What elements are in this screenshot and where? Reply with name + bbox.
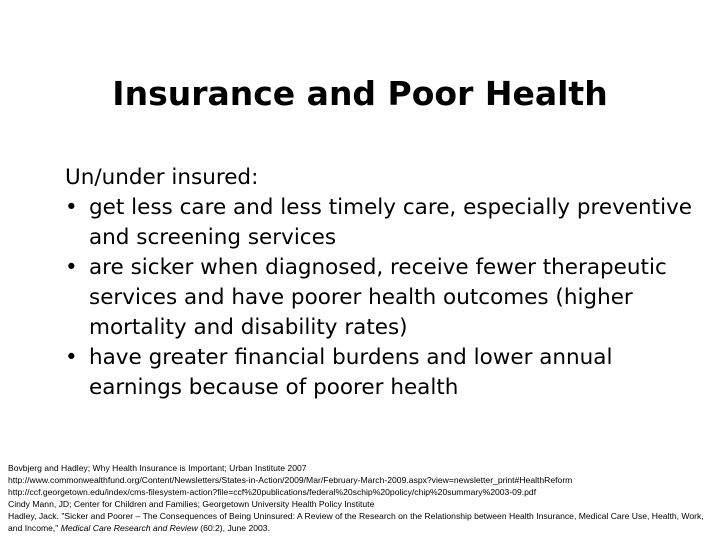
bullet-list (40, 193, 700, 403)
references (8, 462, 713, 534)
bullet-icon: • (65, 345, 78, 370)
bullet-text: get less care and less timely care, especially preventive and screening services (89, 195, 693, 250)
reference-text: Hadley, Jack. "Sicker and Poorer – The Consequences of Being Uninsured: A Review of the Research on the Relationship between Health Insurance, Medical Care Use, Health, Work, and Income," (8, 511, 704, 533)
bullet-item (65, 253, 700, 343)
reference-url[interactable]: http://ccf.georgetown.edu/index/cms-filesystem-action?file=ccf%20publications/federal%20schip%20policy/chip%20summary%2003-09.pdf (8, 487, 537, 497)
bullet-text: are sicker when diagnosed, receive fewer therapeutic services and have poorer health outcomes (higher mortality and disability rates) (89, 255, 667, 340)
reference-line (8, 510, 713, 534)
bullet-icon: • (65, 255, 78, 280)
reference-url[interactable]: http://www.commonwealthfund.org/Content/Newsletters/States-in-Action/2009/Mar/February-March-2009.aspx?view=newsletter_print#HealthReform (8, 475, 573, 485)
reference-journal: Medical Care Research and Review (60, 523, 198, 533)
reference-line: Cindy Mann, JD; Center for Children and Families; Georgetown University Health Policy Institute (8, 499, 375, 509)
reference-line: Bovbjerg and Hadley; Why Health Insurance is Important; Urban Institute 2007 (8, 463, 307, 473)
bullet-item (65, 343, 700, 403)
reference-text: (60:2), June 2003. (197, 523, 270, 533)
bullet-text: have greater financial burdens and lower annual earnings because of poorer health (89, 345, 613, 400)
bullet-item (65, 193, 700, 253)
intro-text: Un/under insured: (65, 165, 259, 190)
slide-title: Insurance and Poor Health (112, 74, 608, 113)
bullet-icon: • (65, 195, 78, 220)
slide-body (40, 163, 700, 403)
